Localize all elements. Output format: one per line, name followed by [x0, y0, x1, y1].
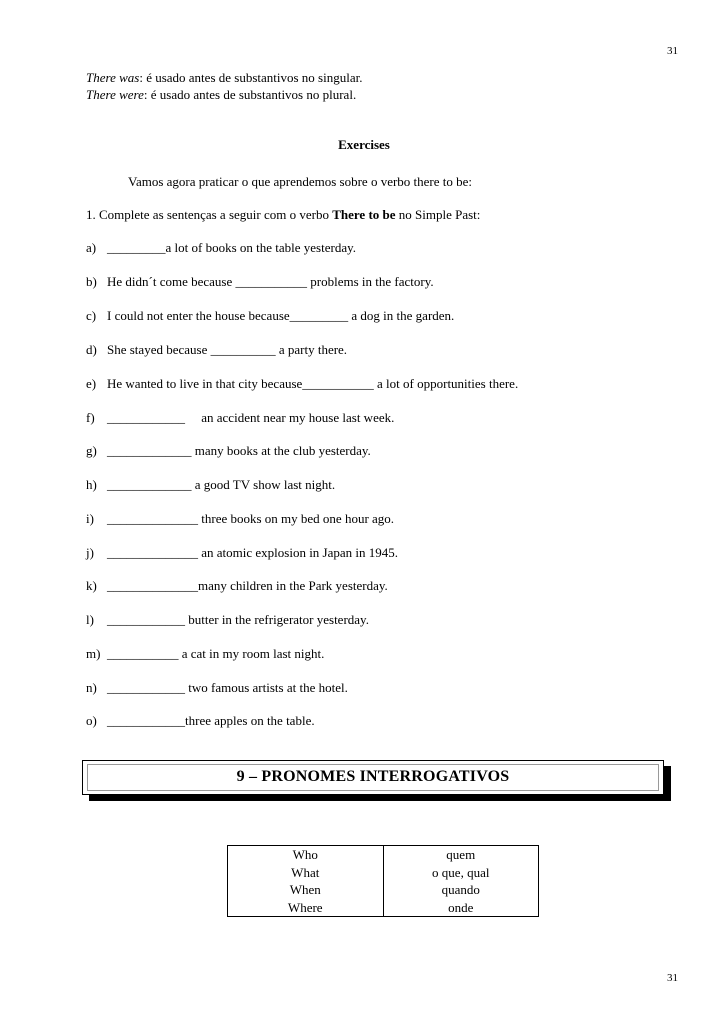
instruction-bold: There to be	[332, 207, 396, 222]
exercise-item	[86, 680, 348, 696]
exercise-instruction	[86, 207, 480, 223]
section-header-box	[82, 760, 664, 795]
item-label: h)	[86, 477, 97, 492]
section-title: 9 – PRONOMES INTERROGATIVOS	[236, 768, 510, 785]
item-label: l)	[86, 612, 94, 627]
item-label: m)	[86, 646, 101, 661]
exercise-item	[86, 578, 388, 594]
exercise-item	[86, 240, 356, 256]
item-text: ______________ an atomic explosion in Japan in 1945.	[107, 545, 399, 560]
item-text: I could not enter the house because_________ a dog in the garden.	[107, 308, 455, 323]
pronoun-pt: quando	[383, 881, 539, 899]
page-number-bottom: 31	[667, 972, 678, 984]
table-row	[228, 864, 539, 882]
item-label: d)	[86, 342, 97, 357]
exercise-item	[86, 713, 315, 729]
item-text: _________a lot of books on the table yesterday.	[107, 240, 356, 255]
pronoun-en: When	[228, 881, 384, 899]
item-label: o)	[86, 713, 97, 728]
exercise-item	[86, 274, 434, 290]
exercise-item	[86, 376, 518, 392]
item-text: ______________many children in the Park yesterday.	[107, 578, 388, 593]
item-label: a)	[86, 240, 97, 255]
item-text: _____________ many books at the club yesterday.	[107, 443, 371, 458]
pronoun-pt: quem	[383, 846, 539, 864]
item-text: _____________ a good TV show last night.	[107, 477, 336, 492]
exercise-item	[86, 545, 398, 561]
item-text: ____________ an accident near my house last week.	[107, 410, 395, 425]
rule-text: : é usado antes de substantivos no plural.	[143, 87, 357, 102]
item-label: b)	[86, 274, 97, 289]
item-label: c)	[86, 308, 97, 323]
table-row	[228, 881, 539, 899]
pronoun-pt: o que, qual	[383, 864, 539, 882]
exercise-item	[86, 612, 369, 628]
item-label: n)	[86, 680, 97, 695]
pronouns-table	[227, 845, 539, 917]
item-label: f)	[86, 410, 95, 425]
intro-text: Vamos agora praticar o que aprendemos sobre o verbo there to be:	[128, 174, 473, 189]
pronoun-en: Who	[228, 846, 384, 864]
table-row	[228, 899, 539, 917]
item-text: ____________three apples on the table.	[107, 713, 315, 728]
exercise-item	[86, 443, 371, 459]
exercise-item	[86, 410, 394, 426]
pronoun-pt: onde	[383, 899, 539, 917]
rule-term: There were	[86, 87, 144, 102]
item-label: g)	[86, 443, 97, 458]
item-text: He wanted to live in that city because___________ a lot of opportunities there.	[107, 376, 519, 391]
item-label: i)	[86, 511, 94, 526]
item-text: ____________ two famous artists at the hotel.	[107, 680, 348, 695]
table-row	[228, 846, 539, 864]
exercises-title: Exercises	[338, 137, 390, 152]
instruction-after: no Simple Past:	[395, 207, 481, 222]
exercise-item	[86, 342, 347, 358]
pronoun-en: Where	[228, 899, 384, 917]
rule-term: There was	[86, 70, 140, 85]
page-number-top: 31	[667, 45, 678, 57]
item-label: j)	[86, 545, 94, 560]
exercise-item	[86, 477, 335, 493]
instruction-before: 1. Complete as sentenças a seguir com o verbo	[86, 207, 333, 222]
item-text: ____________ butter in the refrigerator yesterday.	[107, 612, 369, 627]
item-text: She stayed because __________ a party there.	[107, 342, 348, 357]
item-text: ______________ three books on my bed one hour ago.	[107, 511, 395, 526]
exercise-item	[86, 308, 454, 324]
item-label: k)	[86, 578, 97, 593]
rule-there-was	[86, 70, 362, 86]
exercise-item	[86, 646, 324, 662]
item-text: ___________ a cat in my room last night.	[107, 646, 325, 661]
item-text: He didn´t come because ___________ problems in the factory.	[107, 274, 434, 289]
rule-text: : é usado antes de substantivos no singular.	[139, 70, 363, 85]
rule-there-were	[86, 87, 356, 103]
pronoun-en: What	[228, 864, 384, 882]
exercise-item	[86, 511, 394, 527]
item-label: e)	[86, 376, 97, 391]
